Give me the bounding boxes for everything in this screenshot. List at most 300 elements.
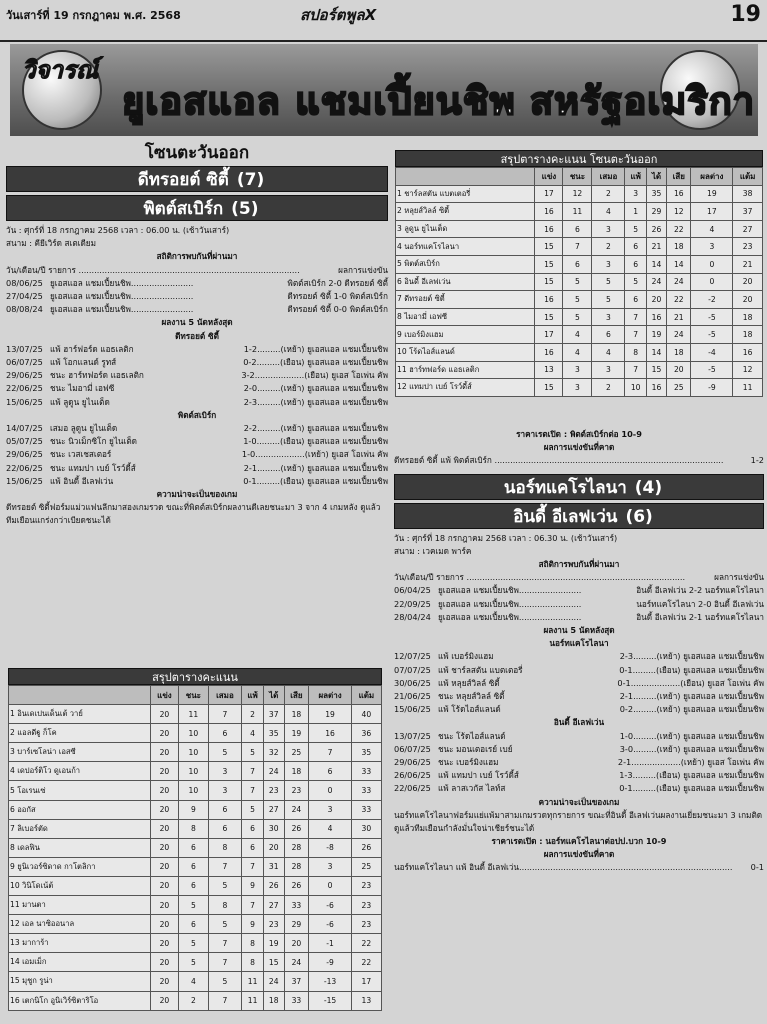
- match1-venue: สนาม : คียีเวิร์ด สเตเดียม: [6, 238, 96, 249]
- match1-h2h-title: สถิติการพบกันที่ผ่านมา: [156, 251, 238, 262]
- stat-cell: 7: [625, 361, 646, 379]
- cell-d: 21/06/25: [394, 691, 431, 702]
- cell-r: 1-3.........(เยือน) ยูเอสแอล แชมเปี้ยนชิพ: [619, 770, 764, 781]
- cell-c: แพ้ ชาร์ลสตัน แบตเตอรี่: [438, 664, 523, 675]
- stat-cell: 5: [208, 876, 242, 895]
- page-number: 19: [730, 2, 761, 27]
- match2-prob-title: ความน่าจะเป็นของเกม: [538, 796, 620, 807]
- left-column: [6, 140, 388, 527]
- stat-cell: 6: [208, 724, 242, 743]
- stat-cell: 24: [646, 273, 666, 291]
- stat-cell: 20: [150, 934, 178, 953]
- stat-cell: 1: [625, 203, 646, 221]
- list-item: [394, 598, 764, 611]
- cell-d: 27/04/25: [6, 291, 43, 302]
- stat-cell: 8: [208, 838, 242, 857]
- list-item: [6, 435, 388, 448]
- list-item: [394, 769, 764, 782]
- masthead: สปอร์ตพูลX: [300, 6, 377, 24]
- stat-cell: -15: [309, 991, 351, 1010]
- list-item: [394, 611, 764, 624]
- cell-c: ชนะ ฮาร์ทฟอร์ด แอธเลติก: [50, 370, 144, 381]
- stat-cell: 6: [179, 915, 209, 934]
- stat-cell: 8: [242, 934, 264, 953]
- list-item: [394, 703, 764, 716]
- table-row: [396, 185, 763, 203]
- stat-cell: 15: [535, 273, 563, 291]
- cell-d: 29/06/25: [6, 370, 43, 381]
- stat-cell: 37: [733, 203, 763, 221]
- list-item: [6, 475, 388, 488]
- stat-cell: 7: [242, 857, 264, 876]
- stat-cell: 0: [309, 876, 351, 895]
- stat-cell: 27: [733, 220, 763, 238]
- team-name: 1 ชาร์ลสตัน แบตเตอรี่: [396, 185, 535, 203]
- stat-cell: 37: [263, 705, 284, 724]
- stat-cell: 21: [667, 308, 691, 326]
- match2-prediction: นอร์ทแคโรไลนา แพ้ อินดี้ อีเลฟเว่น.................................................................................. 0-1: [394, 862, 764, 873]
- stat-cell: 5: [208, 743, 242, 762]
- cell-d: 22/06/25: [394, 783, 431, 794]
- cell-r: 0-1...................(เยือน) ยูเอส โอเพ่น คัพ: [617, 677, 764, 688]
- cell-d: 13/07/25: [6, 343, 43, 354]
- cell-c: เสมอ ลูดูน ยูไนเต็ด: [50, 423, 118, 434]
- cell-d: 28/04/24: [394, 611, 431, 622]
- stat-cell: 30: [351, 819, 381, 838]
- team-name: 12 เอล นาซิออนาล: [9, 915, 151, 934]
- stat-cell: 2: [179, 991, 209, 1010]
- table-row: [396, 343, 763, 361]
- stat-cell: 16: [646, 308, 666, 326]
- stat-cell: 11: [563, 203, 592, 221]
- stat-cell: 3: [625, 185, 646, 203]
- match2-prob-text: นอร์ทแคโรไลนาฟอร์มแย่แพ้มาสามเกมรวดทุกรายการ ขณะที่อินดี้ อีเลฟเว่นผลงานเยี่ยมชนะมา 3 เกมติด ดูแล้วทีมเยือนกำลังมั่นใจน่าเชียร์ชนะได้: [394, 809, 763, 833]
- cell-r: นอร์ทแคโรไลนา 2-0 อินดี้ อีเลฟเว่น: [636, 598, 764, 609]
- stat-cell: 24: [284, 800, 309, 819]
- column-header: ผลต่าง: [309, 686, 351, 705]
- match2-odds: ราคาเรตเปิด : นอร์ทแคโรไลนาต่อปป.บวก 10-9: [491, 835, 667, 846]
- cell-d: 22/06/25: [6, 462, 43, 473]
- stat-cell: -4: [691, 343, 733, 361]
- stat-cell: 20: [150, 915, 178, 934]
- team-name: 14 เอมเม็ก: [9, 953, 151, 972]
- team-name: 5 พิตต์สเบิร์ก: [396, 255, 535, 273]
- stat-cell: 20: [150, 953, 178, 972]
- zone-heading: โซนตะวันออก: [144, 143, 250, 163]
- stat-cell: 6: [625, 238, 646, 256]
- cell-c: ยูเอสแอล แชมเปี้ยนชิพ........................: [438, 585, 582, 596]
- match1-home-bar: ดีทรอยต์ ซิตี้ (7): [6, 166, 388, 192]
- team-name: 6 อินดี้ อีเลฟเว่น: [396, 273, 535, 291]
- stat-cell: 17: [351, 972, 381, 991]
- column-header: เสีย: [667, 168, 691, 186]
- cell-r: 1-0.........(เยือน) ยูเอสแอล แชมเปี้ยนชิพ: [243, 436, 388, 447]
- team-name: 8 ไมอามี่ เอฟซี: [396, 308, 535, 326]
- cell-d: 15/06/25: [6, 396, 43, 407]
- list-item: [6, 396, 388, 409]
- stat-cell: 22: [667, 291, 691, 309]
- list-item: [394, 756, 764, 769]
- stat-cell: 18: [667, 343, 691, 361]
- table-row: [9, 896, 382, 915]
- cell-c: แพ้ โอกแลนด์ รูทส์: [50, 357, 117, 368]
- stat-cell: 35: [263, 724, 284, 743]
- cell-c: ยูเอสแอล แชมเปี้ยนชิพ........................: [438, 598, 582, 609]
- match2-away-bar: อินดี้ อีเลฟเว่น (6): [394, 503, 764, 529]
- cell-d: 29/06/25: [6, 449, 43, 460]
- stat-cell: -6: [309, 915, 351, 934]
- table-row: [9, 915, 382, 934]
- stat-cell: 24: [667, 326, 691, 344]
- table-row: [9, 762, 382, 781]
- stat-cell: 10: [625, 379, 646, 397]
- stat-cell: 13: [351, 991, 381, 1010]
- stat-cell: 6: [592, 326, 625, 344]
- stat-cell: 17: [691, 203, 733, 221]
- table-row: [9, 781, 382, 800]
- cell-r: 2-1.........(เหย้า) ยูเอสแอล แชมเปี้ยนชิพ: [243, 462, 388, 473]
- stat-cell: 20: [284, 934, 309, 953]
- cell-c: แพ้ เบอร์มิงแฮม: [438, 651, 494, 662]
- stat-cell: 9: [242, 876, 264, 895]
- table-row: [396, 326, 763, 344]
- cell-r: 2-1...................(เหย้า) ยูเอส โอเพ่น คัพ: [617, 757, 764, 768]
- column-header: ได้: [263, 686, 284, 705]
- stat-cell: 11: [242, 972, 264, 991]
- stat-cell: 2: [592, 379, 625, 397]
- h2h-header: วัน/เดือน/ปี รายการ ..................................................................................... ผลการแข่งขัน: [6, 264, 388, 275]
- stat-cell: 6: [179, 838, 209, 857]
- table-row: [9, 972, 382, 991]
- stat-cell: 17: [535, 326, 563, 344]
- cell-d: 22/06/25: [6, 383, 43, 394]
- stat-cell: 5: [592, 273, 625, 291]
- team-name: 6 ออกัส: [9, 800, 151, 819]
- cell-d: 13/07/25: [394, 730, 431, 741]
- cell-r: 3-0.........(เหย้า) ยูเอสแอล แชมเปี้ยนชิพ: [619, 743, 764, 754]
- column-header: แข่ง: [150, 686, 178, 705]
- cell-r: 0-2.........(เหย้า) ยูเอสแอล แชมเปี้ยนชิพ: [619, 704, 764, 715]
- list-item: [6, 277, 388, 290]
- stat-cell: 33: [351, 762, 381, 781]
- list-item: [6, 448, 388, 461]
- stat-cell: 7: [242, 781, 264, 800]
- cell-d: 26/06/25: [394, 770, 431, 781]
- stat-cell: 12: [733, 361, 763, 379]
- cell-c: ยูเอสแอล แชมเปี้ยนชิพ........................: [50, 304, 194, 315]
- team-name: 4 นอร์ทแคโรไลนา: [396, 238, 535, 256]
- cell-d: 15/06/25: [6, 475, 43, 486]
- stat-cell: 4: [563, 343, 592, 361]
- match2-home-form-title: นอร์ทแคโรไลนา: [549, 638, 609, 649]
- cell-d: 12/07/25: [394, 651, 431, 662]
- list-item: [394, 782, 764, 795]
- standings-table-east: [395, 150, 763, 397]
- stat-cell: 7: [242, 762, 264, 781]
- match2-home-bar: นอร์ทแคโรไลนา (4): [394, 474, 764, 500]
- stat-cell: 27: [263, 896, 284, 915]
- table-row: [9, 724, 382, 743]
- stat-cell: 16: [535, 220, 563, 238]
- stat-cell: 5: [242, 743, 264, 762]
- stat-cell: 6: [208, 819, 242, 838]
- stat-cell: 30: [263, 819, 284, 838]
- column-header: ผลต่าง: [691, 168, 733, 186]
- table-row: [396, 291, 763, 309]
- stat-cell: 6: [625, 291, 646, 309]
- cell-c: ชนะ แทมปา เบย์ โรว์ดี้ส์: [50, 462, 136, 473]
- list-item: [6, 356, 388, 369]
- cell-c: ยูเอสแอล แชมเปี้ยนชิพ........................: [50, 277, 194, 288]
- stat-cell: 20: [150, 819, 178, 838]
- stat-cell: 8: [242, 953, 264, 972]
- cell-c: ยูเอสแอล แชมเปี้ยนชิพ........................: [438, 611, 582, 622]
- stat-cell: 23: [263, 915, 284, 934]
- stat-cell: -5: [691, 361, 733, 379]
- stat-cell: 9: [179, 800, 209, 819]
- stat-cell: 15: [535, 379, 563, 397]
- stat-cell: 18: [284, 705, 309, 724]
- stat-cell: 6: [242, 819, 264, 838]
- stat-cell: 16: [535, 291, 563, 309]
- cell-r: 3-2...................(เยือน) ยูเอส โอเพ่น คัพ: [241, 370, 388, 381]
- stat-cell: 6: [563, 255, 592, 273]
- stat-cell: 31: [263, 857, 284, 876]
- cell-r: อินดี้ อีเลฟเว่น 2-1 นอร์ทแคโรไลนา: [636, 611, 764, 622]
- stat-cell: 4: [309, 819, 351, 838]
- stat-cell: 3: [208, 781, 242, 800]
- table-row: [9, 876, 382, 895]
- stat-cell: 10: [179, 762, 209, 781]
- stat-cell: 7: [242, 896, 264, 915]
- cell-c: ชนะ เวสเชสเตอร์: [50, 449, 112, 460]
- cell-r: 2-3.........(เหย้า) ยูเอสแอล แชมเปี้ยนชิพ: [243, 396, 388, 407]
- stat-cell: 11: [733, 379, 763, 397]
- cell-c: ชนะ นิวเม็กซิโก ยูไนเต็ด: [50, 436, 137, 447]
- cell-c: แพ้ ฮาร์ฟอร์ด แอธเลติก: [50, 343, 134, 354]
- column-header: แต้ม: [351, 686, 381, 705]
- stat-cell: 3: [592, 308, 625, 326]
- cell-r: 0-1.........(เยือน) ยูเอสแอล แชมเปี้ยนชิพ: [243, 475, 388, 486]
- stat-cell: 20: [667, 361, 691, 379]
- stat-cell: 3: [563, 379, 592, 397]
- stat-cell: 28: [284, 857, 309, 876]
- stat-cell: 5: [563, 273, 592, 291]
- column-header: เสีย: [284, 686, 309, 705]
- stat-cell: 5: [179, 896, 209, 915]
- list-item: [394, 730, 764, 743]
- team-name: 10 โร้ดไอส์แลนด์: [396, 343, 535, 361]
- table-row: [9, 934, 382, 953]
- list-item: [6, 343, 388, 356]
- stat-cell: 15: [535, 308, 563, 326]
- stat-cell: 28: [284, 838, 309, 857]
- cell-c: ชนะ โร้ดไอส์แลนด์: [438, 730, 506, 741]
- stat-cell: 7: [625, 308, 646, 326]
- stat-cell: 14: [646, 343, 666, 361]
- stat-cell: 3: [309, 857, 351, 876]
- stat-cell: 35: [646, 185, 666, 203]
- right-column: [394, 428, 764, 874]
- match1-datetime: วัน : ศุกร์ที่ 18 กรกฎาคม 2568 เวลา : 06.00 น. (เช้าวันเสาร์): [6, 225, 230, 235]
- list-item: [6, 290, 388, 303]
- table-header: [396, 168, 763, 186]
- stat-cell: 18: [733, 308, 763, 326]
- stat-cell: 19: [263, 934, 284, 953]
- cell-r: 1-2.........(เหย้า) ยูเอสแอล แชมเปี้ยนชิพ: [243, 343, 388, 354]
- issue-date: วันเสาร์ที่ 19 กรกฎาคม พ.ศ. 2568: [6, 9, 181, 22]
- stat-cell: 3: [208, 762, 242, 781]
- team-name: 3 ลูดูน ยูไนเต็ด: [396, 220, 535, 238]
- team-name: 13 มาการ้า: [9, 934, 151, 953]
- stat-cell: 24: [263, 972, 284, 991]
- stat-cell: 40: [351, 705, 381, 724]
- team-name: 1 อินเดเปนเด็นเต้ วาย์: [9, 705, 151, 724]
- stat-cell: 20: [150, 800, 178, 819]
- stat-cell: 19: [691, 185, 733, 203]
- stat-cell: 26: [351, 838, 381, 857]
- stat-cell: 11: [179, 705, 209, 724]
- cell-d: 06/07/25: [394, 743, 431, 754]
- cell-c: ชนะ หลุยส์วิลล์ ซิตี้: [438, 691, 505, 702]
- stat-cell: 23: [351, 915, 381, 934]
- stat-cell: 5: [179, 953, 209, 972]
- column-header: [396, 168, 535, 186]
- stat-cell: 5: [563, 291, 592, 309]
- stat-cell: 14: [646, 255, 666, 273]
- match2-away-form-title: อินดี้ อีเลฟเว่น: [553, 717, 605, 728]
- stat-cell: -8: [309, 838, 351, 857]
- stat-cell: 26: [284, 876, 309, 895]
- stat-cell: 5: [592, 291, 625, 309]
- stat-cell: 8: [179, 819, 209, 838]
- stat-cell: 20: [150, 724, 178, 743]
- stat-cell: 5: [208, 915, 242, 934]
- stat-cell: 32: [263, 743, 284, 762]
- stat-cell: 7: [309, 743, 351, 762]
- cell-r: 2-2.........(เหย้า) ยูเอสแอล แชมเปี้ยนชิพ: [243, 423, 388, 434]
- stat-cell: 26: [284, 819, 309, 838]
- stat-cell: 17: [535, 185, 563, 203]
- stat-cell: 20: [263, 838, 284, 857]
- stat-cell: 33: [284, 991, 309, 1010]
- stat-cell: 20: [150, 762, 178, 781]
- stat-cell: 4: [179, 972, 209, 991]
- stat-cell: 5: [625, 220, 646, 238]
- match1-odds: ราคาเรตเปิด : พิตต์สเบิร์กต่อ 10-9: [516, 429, 642, 439]
- stat-cell: -5: [691, 308, 733, 326]
- cell-r: 0-1.........(เยือน) ยูเอสแอล แชมเปี้ยนชิพ: [619, 783, 764, 794]
- stat-cell: 5: [242, 800, 264, 819]
- stat-cell: 20: [150, 991, 178, 1010]
- cell-c: ยูเอสแอล แชมเปี้ยนชิพ........................: [50, 291, 194, 302]
- stat-cell: 6: [309, 762, 351, 781]
- stat-cell: 16: [535, 343, 563, 361]
- stat-cell: 3: [563, 361, 592, 379]
- table-row: [9, 705, 382, 724]
- table-caption: สรุปตารางคะแนน โซนตะวันออก: [395, 150, 763, 167]
- stat-cell: 18: [263, 991, 284, 1010]
- stat-cell: -1: [309, 934, 351, 953]
- stat-cell: 15: [646, 361, 666, 379]
- stat-cell: 26: [646, 220, 666, 238]
- table-row: [396, 273, 763, 291]
- column-header: ชนะ: [179, 686, 209, 705]
- stat-cell: 20: [150, 896, 178, 915]
- team-name: 15 มุชูก รูน่า: [9, 972, 151, 991]
- list-item: [6, 369, 388, 382]
- stat-cell: 6: [625, 255, 646, 273]
- stat-cell: 4: [592, 203, 625, 221]
- team-name: 10 วินิโดเน้ต้: [9, 876, 151, 895]
- cell-r: 0-2.........(เยือน) ยูเอสแอล แชมเปี้ยนชิพ: [243, 357, 388, 368]
- team-name: 5 โอเรนเซ่: [9, 781, 151, 800]
- column-header: เสมอ: [592, 168, 625, 186]
- list-item: [394, 677, 764, 690]
- stat-cell: 8: [625, 343, 646, 361]
- team-name: 3 บาร์เซโลน่า เอสซี: [9, 743, 151, 762]
- table-row: [396, 203, 763, 221]
- stat-cell: 16: [667, 185, 691, 203]
- table-row: [396, 238, 763, 256]
- page-header: [0, 0, 767, 42]
- headline-banner: [10, 44, 758, 136]
- column-header: แพ้: [242, 686, 264, 705]
- column-header: แต้ม: [733, 168, 763, 186]
- stat-cell: 18: [667, 238, 691, 256]
- match1-prediction: ดีทรอยต์ ซิตี้ แพ้ พิตต์สเบิร์ก ........................................................................................ 1-2: [394, 455, 764, 466]
- stat-cell: 24: [284, 953, 309, 972]
- column-header: ได้: [646, 168, 666, 186]
- cell-c: แพ้ ลาสเวกัส ไลท์ส: [438, 783, 506, 794]
- team-name: 2 แอลดีฐู ก็โค: [9, 724, 151, 743]
- match1-home-form-title: ดีทรอยต์ ซิตี้: [175, 330, 219, 341]
- stat-cell: 7: [563, 238, 592, 256]
- match2-pred-title: ผลการแข่งขันที่คาด: [543, 849, 615, 860]
- stat-cell: 4: [563, 326, 592, 344]
- stat-cell: 20: [150, 781, 178, 800]
- stat-cell: 4: [592, 343, 625, 361]
- stat-cell: 20: [150, 876, 178, 895]
- table-row: [9, 800, 382, 819]
- cell-d: 05/07/25: [6, 436, 43, 447]
- team-name: 16 เตกนิโก อูนิเวิร์ซิตาริโอ: [9, 991, 151, 1010]
- cell-d: 08/08/24: [6, 304, 43, 315]
- column-header: ชนะ: [563, 168, 592, 186]
- stat-cell: 6: [179, 857, 209, 876]
- cell-r: 2-0.........(เหย้า) ยูเอสแอล แชมเปี้ยนชิพ: [243, 383, 388, 394]
- team-name: 9 เบอร์มิงแฮม: [396, 326, 535, 344]
- stat-cell: 10: [179, 724, 209, 743]
- stat-cell: 29: [646, 203, 666, 221]
- match1-away-form-title: พิตต์สเบิร์ก: [177, 409, 217, 420]
- stat-cell: 24: [263, 762, 284, 781]
- cell-d: 30/06/25: [394, 677, 431, 688]
- stat-cell: 3: [592, 220, 625, 238]
- stat-cell: 2: [592, 185, 625, 203]
- stat-cell: 10: [179, 781, 209, 800]
- cell-d: 15/06/25: [394, 704, 431, 715]
- stat-cell: 20: [646, 291, 666, 309]
- cell-c: แพ้ แทมปา เบย์ โรว์ดี้ส์: [438, 770, 519, 781]
- stat-cell: -13: [309, 972, 351, 991]
- stat-cell: 8: [208, 896, 242, 915]
- stat-cell: 20: [150, 743, 178, 762]
- stat-cell: 15: [535, 255, 563, 273]
- table-row: [9, 743, 382, 762]
- team-name: 4 เดปอร์ติโว ดูเอนก้า: [9, 762, 151, 781]
- stat-cell: 0: [309, 781, 351, 800]
